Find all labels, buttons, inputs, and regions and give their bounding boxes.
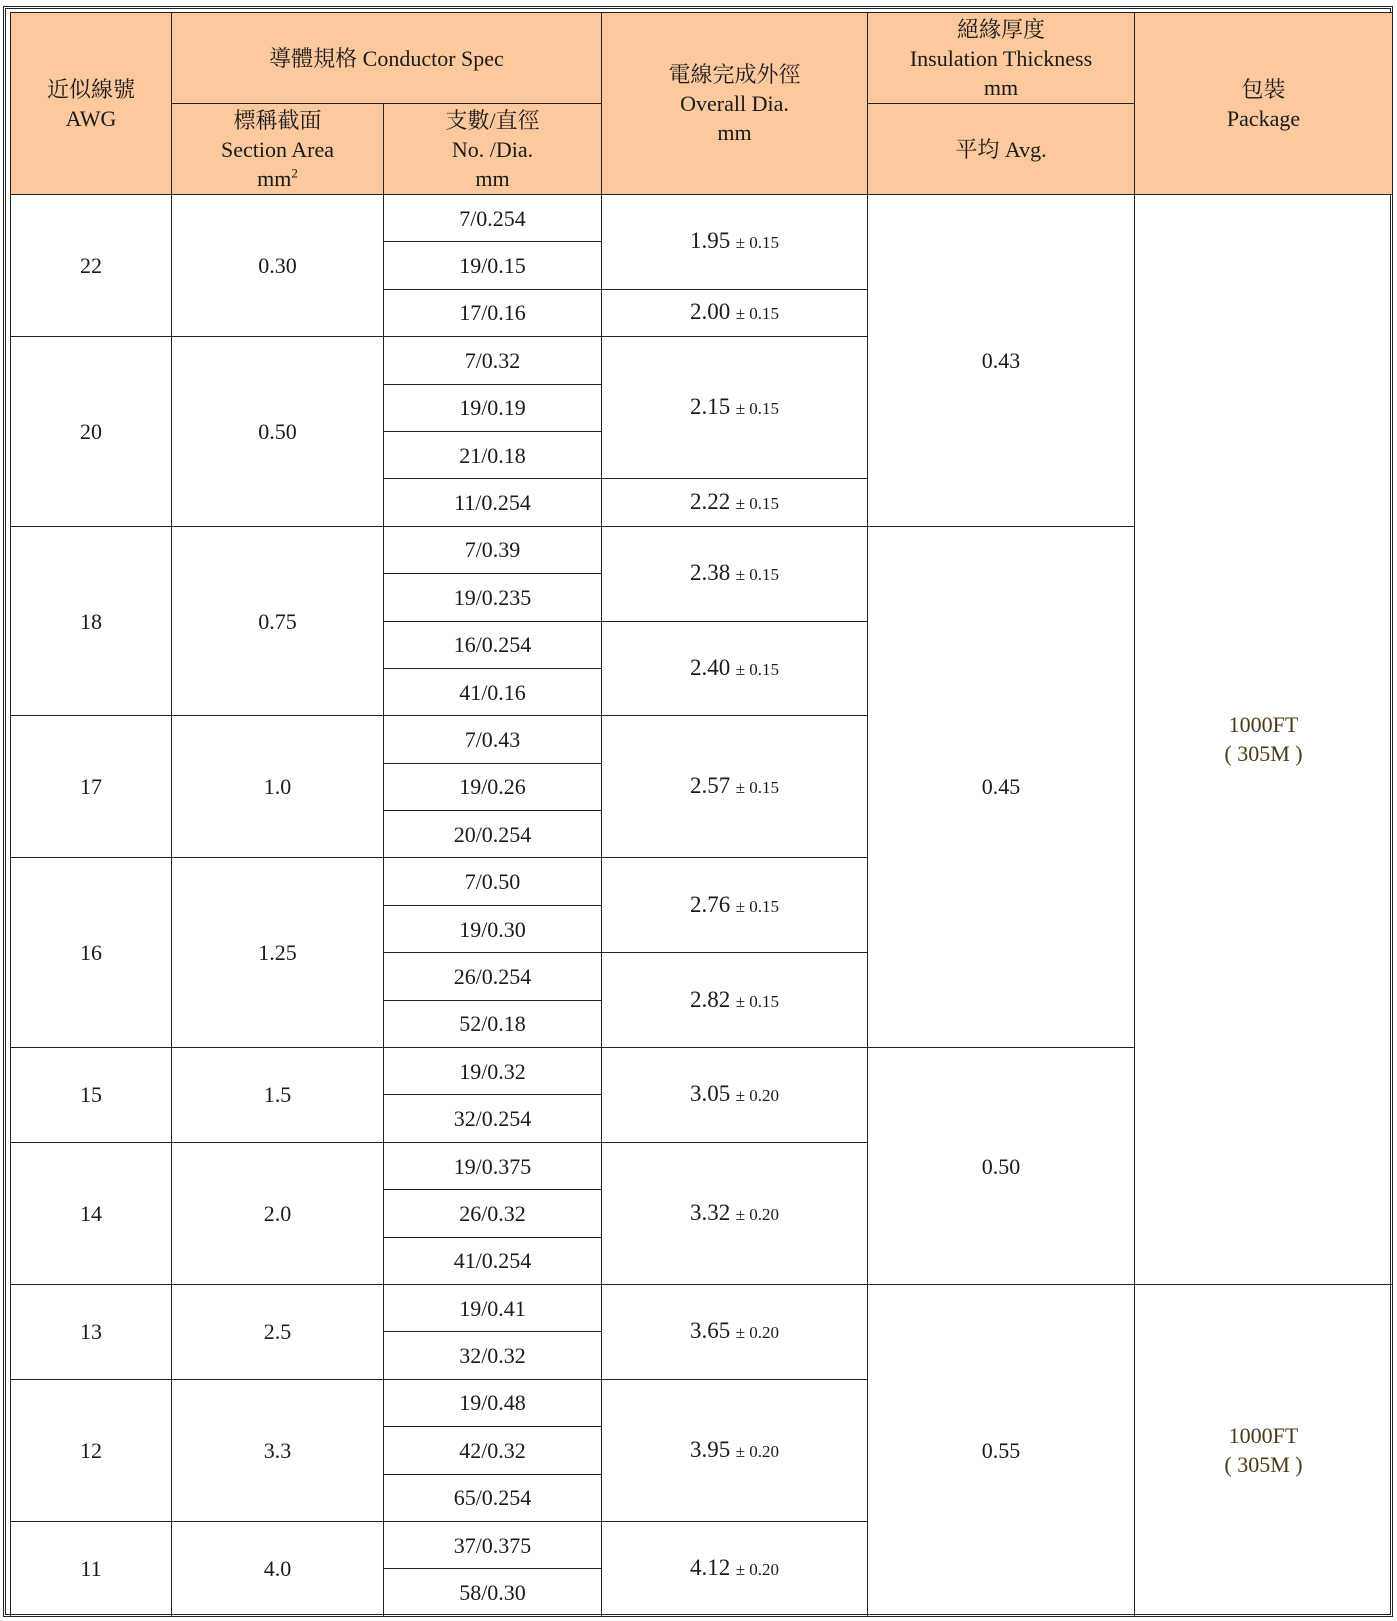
overall-dia-cell: [602, 337, 868, 479]
section-area-cell: 0.30: [172, 195, 384, 337]
strand-cell: 41/0.16: [384, 668, 602, 715]
strand-cell: 65/0.254: [384, 1474, 602, 1521]
section-area-cell: 1.25: [172, 858, 384, 1048]
strand-cell: 52/0.18: [384, 1000, 602, 1047]
overall-dia-header: 電線完成外徑 Overall Dia. mm: [602, 13, 868, 195]
dia-value: 2.40: [689, 654, 731, 680]
strand-cell: 19/0.375: [384, 1142, 602, 1189]
section-area-cell: 0.50: [172, 337, 384, 527]
awg-cell: 14: [11, 1142, 172, 1284]
section-area-cell: 4.0: [172, 1521, 384, 1616]
dia-tolerance: ± 0.15: [735, 896, 780, 916]
dia-value: 4.12: [689, 1555, 731, 1581]
awg-cell: 11: [11, 1521, 172, 1616]
dia-value: 2.00: [689, 299, 731, 325]
table-header: [11, 13, 1393, 195]
overall-dia-cell: [602, 1521, 868, 1616]
dia-tolerance: ± 0.20: [735, 1086, 780, 1106]
insulation-cell: 0.43: [868, 195, 1135, 527]
strand-cell: 17/0.16: [384, 289, 602, 336]
package-line: 1000FT: [1228, 712, 1299, 738]
package-cell: [1135, 1284, 1393, 1616]
average-header: 平均 Avg.: [868, 104, 1135, 195]
package-line: ( 305M ): [1224, 741, 1303, 767]
section-area-cell: 0.75: [172, 526, 384, 716]
dia-tolerance: ± 0.15: [735, 304, 780, 324]
awg-header: 近似線號 AWG: [11, 13, 172, 195]
strand-cell: 19/0.235: [384, 574, 602, 621]
overall-dia-cell: [602, 479, 868, 526]
dia-value: 2.57: [689, 773, 731, 799]
strand-cell: 19/0.48: [384, 1379, 602, 1426]
strand-cell: 19/0.26: [384, 763, 602, 810]
dia-tolerance: ± 0.15: [735, 399, 780, 419]
overall-dia-cell: [602, 716, 868, 858]
dia-value: 2.38: [689, 560, 731, 586]
overall-dia-cell: [602, 953, 868, 1048]
dia-value: 1.95: [689, 228, 731, 254]
dia-value: 2.15: [689, 394, 731, 420]
strand-cell: 58/0.30: [384, 1569, 602, 1617]
strand-cell: 26/0.254: [384, 953, 602, 1000]
dia-tolerance: ± 0.15: [735, 565, 780, 585]
insulation-header: 絕緣厚度 Insulation Thickness mm: [868, 13, 1135, 104]
strand-cell: 19/0.41: [384, 1284, 602, 1331]
awg-cell: 17: [11, 716, 172, 858]
strand-cell: 42/0.32: [384, 1427, 602, 1474]
section-area-cell: 3.3: [172, 1379, 384, 1521]
overall-dia-cell: [602, 195, 868, 290]
strand-cell: 37/0.375: [384, 1521, 602, 1568]
strand-cell: 19/0.19: [384, 384, 602, 431]
insulation-cell: 0.55: [868, 1284, 1135, 1616]
strand-cell: 21/0.18: [384, 431, 602, 478]
dia-tolerance: ± 0.20: [735, 1560, 780, 1580]
section-area-cell: 1.5: [172, 1048, 384, 1143]
awg-cell: 13: [11, 1284, 172, 1379]
insulation-cell: 0.50: [868, 1048, 1135, 1285]
strand-cell: 41/0.254: [384, 1237, 602, 1284]
section-area-cell: 2.0: [172, 1142, 384, 1284]
awg-cell: 22: [11, 195, 172, 337]
overall-dia-cell: [602, 1379, 868, 1521]
dia-value: 3.95: [689, 1436, 731, 1462]
dia-tolerance: ± 0.20: [735, 1323, 780, 1343]
package-header: 包裝 Package: [1135, 13, 1393, 195]
cable-spec-table: [10, 12, 1393, 1617]
dia-value: 2.22: [689, 489, 731, 515]
overall-dia-cell: [602, 621, 868, 716]
dia-tolerance: ± 0.20: [735, 1441, 780, 1461]
strand-cell: 7/0.50: [384, 858, 602, 905]
section-area-cell: 1.0: [172, 716, 384, 858]
strand-cell: 19/0.30: [384, 905, 602, 952]
strand-cell: 32/0.32: [384, 1332, 602, 1379]
strand-cell: 32/0.254: [384, 1095, 602, 1142]
awg-cell: 12: [11, 1379, 172, 1521]
package-cell: [1135, 195, 1393, 1285]
strand-cell: 7/0.254: [384, 195, 602, 242]
dia-tolerance: ± 0.15: [735, 991, 780, 1011]
awg-cell: 18: [11, 526, 172, 716]
strand-header: 支數/直徑 No. /Dia. mm: [384, 104, 602, 195]
awg-cell: 15: [11, 1048, 172, 1143]
overall-dia-cell: [602, 858, 868, 953]
overall-dia-cell: [602, 1142, 868, 1284]
dia-value: 3.05: [689, 1081, 731, 1107]
strand-cell: 26/0.32: [384, 1190, 602, 1237]
conductor-spec-header: 導體規格 Conductor Spec: [172, 13, 602, 104]
strand-cell: 19/0.32: [384, 1048, 602, 1095]
awg-cell: 20: [11, 337, 172, 527]
dia-tolerance: ± 0.15: [735, 659, 780, 679]
overall-dia-cell: [602, 289, 868, 336]
dia-tolerance: ± 0.15: [735, 494, 780, 514]
insulation-cell: 0.45: [868, 526, 1135, 1047]
table-body: [11, 195, 1393, 1617]
dia-value: 2.76: [689, 891, 731, 917]
dia-value: 2.82: [689, 986, 731, 1012]
strand-cell: 7/0.43: [384, 716, 602, 763]
strand-cell: 19/0.15: [384, 242, 602, 289]
dia-tolerance: ± 0.15: [735, 778, 780, 798]
overall-dia-cell: [602, 526, 868, 621]
dia-value: 3.65: [689, 1318, 731, 1344]
strand-cell: 11/0.254: [384, 479, 602, 526]
dia-tolerance: ± 0.20: [735, 1204, 780, 1224]
dia-tolerance: ± 0.15: [735, 233, 780, 253]
awg-cell: 16: [11, 858, 172, 1048]
overall-dia-cell: [602, 1284, 868, 1379]
strand-cell: 16/0.254: [384, 621, 602, 668]
dia-value: 3.32: [689, 1199, 731, 1225]
section-area-cell: 2.5: [172, 1284, 384, 1379]
package-line: 1000FT: [1228, 1423, 1299, 1449]
overall-dia-cell: [602, 1048, 868, 1143]
strand-cell: 7/0.32: [384, 337, 602, 384]
strand-cell: 20/0.254: [384, 811, 602, 858]
section-area-header: 標稱截面 Section Area $mm^2$: [172, 104, 384, 195]
strand-cell: 7/0.39: [384, 526, 602, 573]
package-line: ( 305M ): [1224, 1452, 1303, 1478]
